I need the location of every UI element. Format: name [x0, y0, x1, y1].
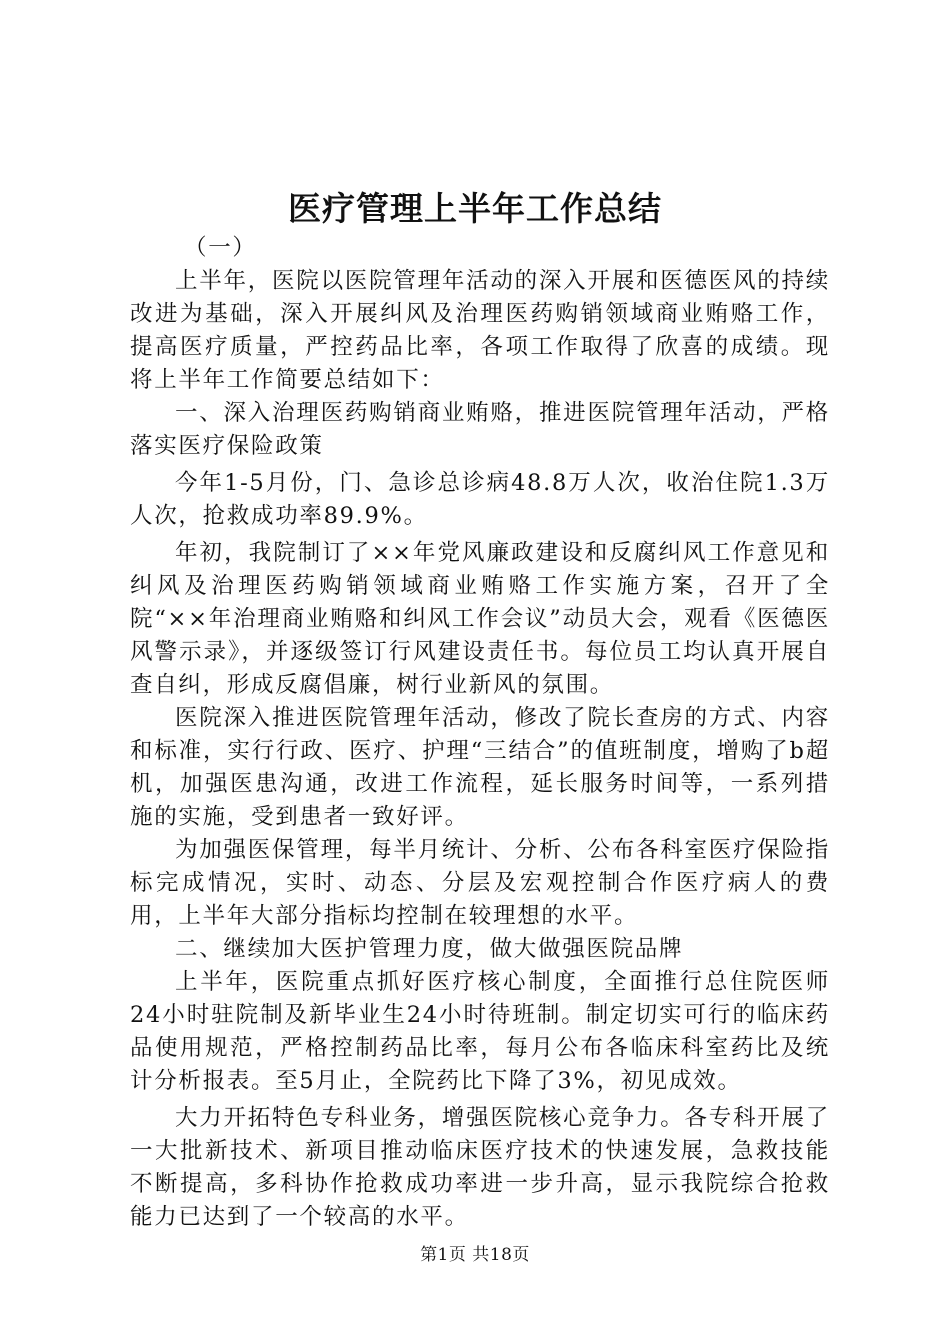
section-marker: （一）	[184, 235, 257, 261]
section-heading-2: 二、继续加大医护管理力度，做大做强医院品牌	[175, 936, 684, 962]
paragraph-anti-corruption: 年初，我院制订了××年党风廉政建设和反腐纠风工作意见和纠风及治理医药购销领域商业贿赂工作实施方案，召开了全院“××年治理商业贿赂和纠风工作会议”动员大会，观看《医德医风警示录》，并逐级签订行风建设责任书。每位员工均认真开展自查自纠，形成反腐倡廉，树行业新风的氛围。	[130, 540, 830, 698]
document-body	[130, 232, 830, 1234]
paragraph-intro: 上半年，医院以医院管理年活动的深入开展和医德医风的持续改进为基础，深入开展纠风及治理医药购销领域商业贿赂工作，提高医疗质量，严控药品比率，各项工作取得了欣喜的成绩。现将上半年工作简要总结如下：	[130, 268, 830, 393]
page-number: 第1页 共18页	[420, 1245, 530, 1265]
paragraph-core-system: 上半年，医院重点抓好医疗核心制度，全面推行总住院医师24小时驻院制及新毕业生24小时待班制。制定切实可行的临床药品使用规范，严格控制药品比率，每月公布各临床科室药比及统计分析报表。至5月止，全院药比下降了3%，初见成效。	[130, 969, 830, 1094]
section-heading-1: 一、深入治理医药购销商业贿赂，推进医院管理年活动，严格落实医疗保险政策	[130, 400, 830, 459]
paragraph-management-year: 医院深入推进医院管理年活动，修改了院长查房的方式、内容和标准，实行行政、医疗、护理“三结合”的值班制度，增购了b超机，加强医患沟通，改进工作流程，延长服务时间等，一系列措施的实施，受到患者一致好评。	[130, 705, 830, 830]
paragraph-statistics: 今年1-5月份，门、急诊总诊病48.8万人次，收治住院1.3万人次，抢救成功率89.9%。	[130, 470, 830, 529]
paragraph-specialty: 大力开拓特色专科业务，增强医院核心竞争力。各专科开展了一大批新技术、新项目推动临床医疗技术的快速发展，急救技能不断提高，多科协作抢救成功率进一步升高，显示我院综合抢救能力已达到了一个较高的水平。	[130, 1105, 830, 1230]
document-title: 医疗管理上半年工作总结	[288, 189, 662, 228]
paragraph-insurance: 为加强医保管理，每半月统计、分析、公布各科室医疗保险指标完成情况，实时、动态、分层及宏观控制合作医疗病人的费用，上半年大部分指标均控制在较理想的水平。	[130, 837, 830, 929]
